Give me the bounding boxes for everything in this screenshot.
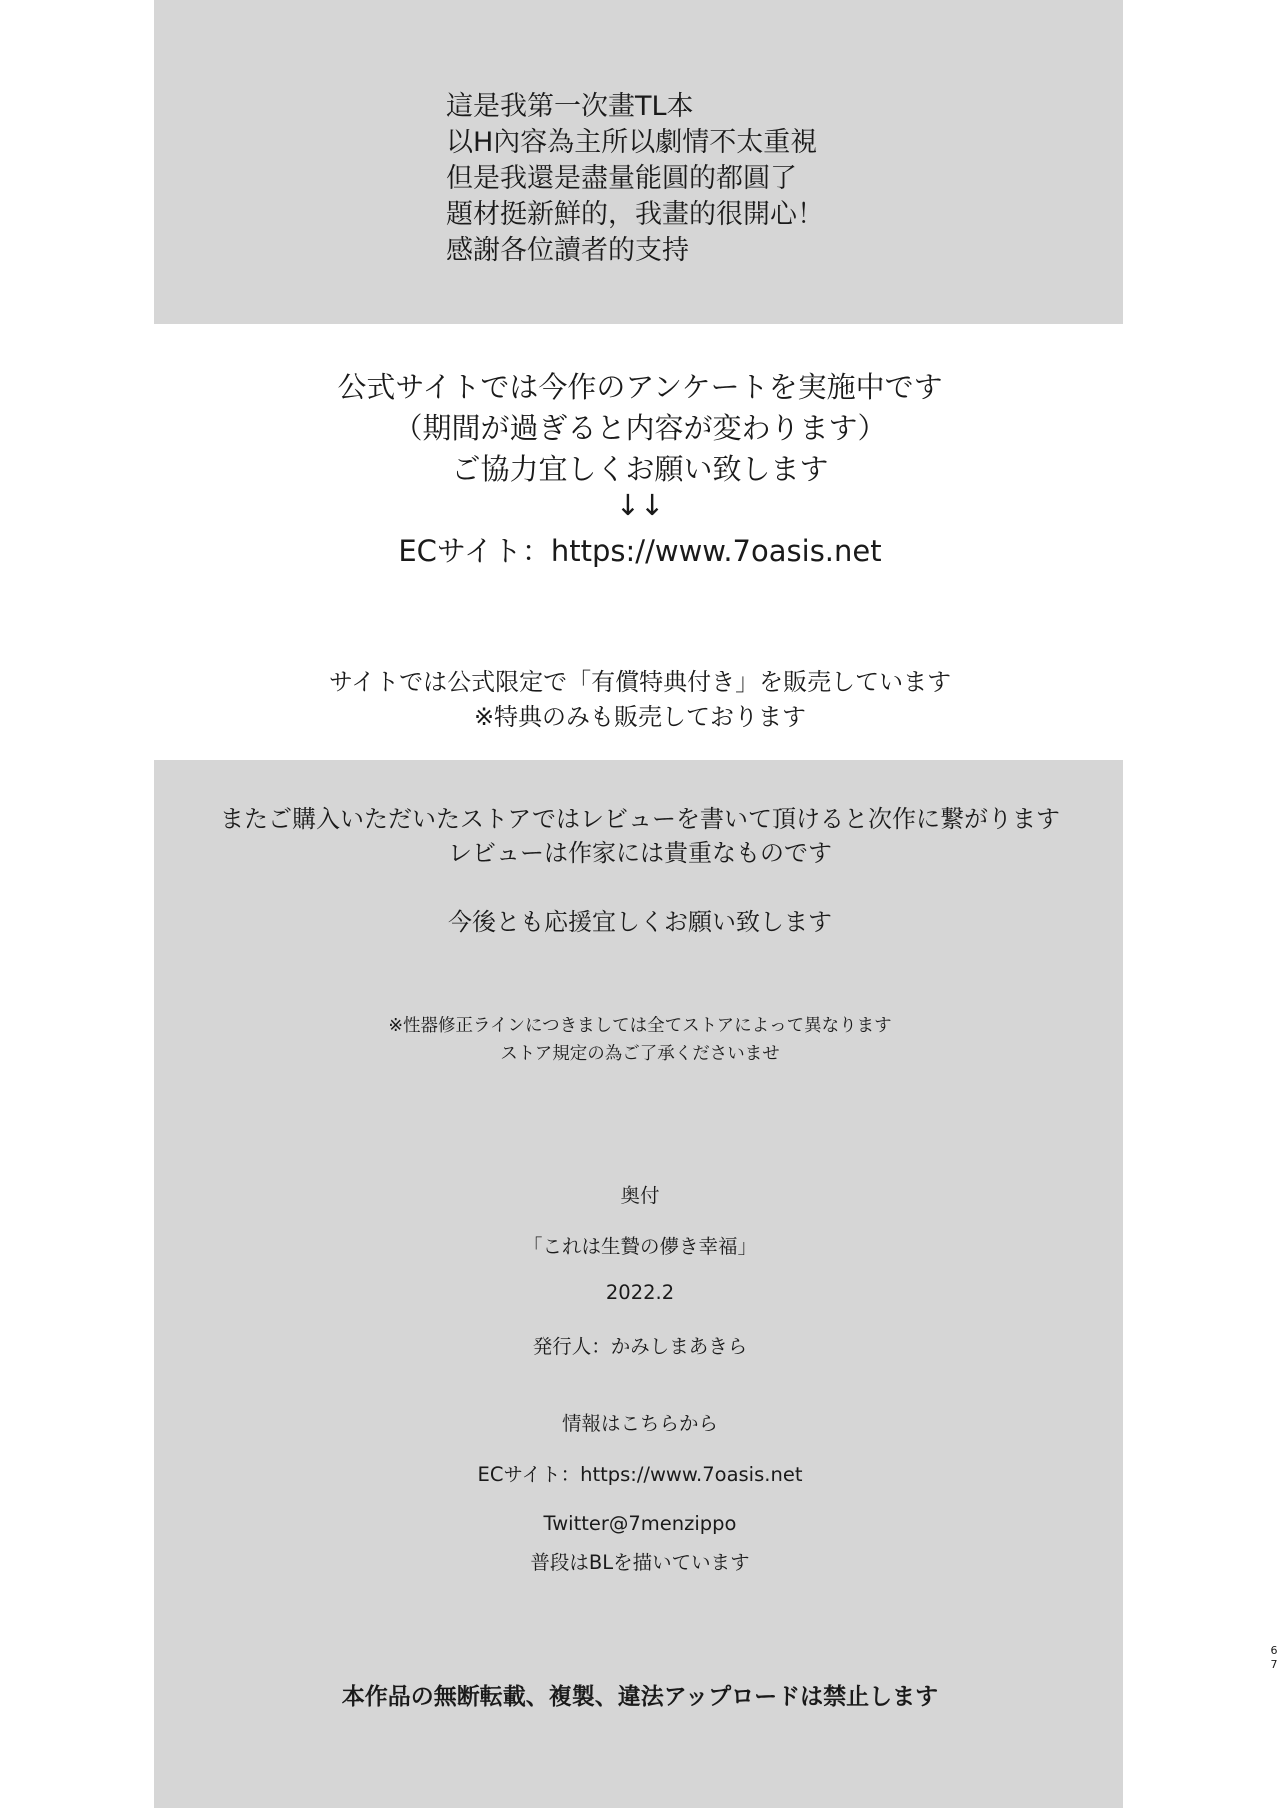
- shop-line-1: サイトでは公式限定で「有償特典付き」を販売しています: [328, 668, 952, 696]
- page-number-digit-1: 6: [1270, 1644, 1278, 1657]
- colophon-ec-site: ECサイト：https://www.7oasis.net: [477, 1463, 803, 1486]
- intro-line-5: 感謝各位讀者的支持: [446, 235, 689, 266]
- colophon-twitter: Twitter@7menzippo: [543, 1512, 737, 1535]
- page-number-digit-2: 7: [1270, 1658, 1278, 1671]
- colophon-info-heading: 情報はこちらから: [561, 1412, 718, 1435]
- colophon-publisher: 発行人：かみしまあきら: [532, 1335, 748, 1358]
- colophon-heading: 奥付: [620, 1184, 660, 1207]
- note-line-1: ※性器修正ラインにつきましては全てストアによって異なります: [388, 1016, 892, 1036]
- survey-line-2: （期間が過ぎると内容が変わります）: [393, 411, 887, 445]
- note-line-2: ストア規定の為ご了承くださいませ: [500, 1044, 780, 1064]
- colophon-title: 「これは生贄の儚き幸福」: [522, 1235, 757, 1258]
- intro-line-4: 題材挺新鮮的，我畫的很開心！: [446, 199, 824, 230]
- shop-line-2: ※特典のみも販売しております: [473, 703, 807, 731]
- colophon-date: 2022.2: [605, 1281, 675, 1304]
- colophon-bl-note: 普段はBLを描いています: [530, 1551, 750, 1574]
- copyright-warning: 本作品の無断転載、複製、違法アップロードは禁止します: [341, 1684, 939, 1710]
- intro-line-3: 但是我還是盡量能圓的都圓了: [446, 163, 797, 194]
- survey-line-1: 公式サイトでは今作のアンケートを実施中です: [337, 370, 943, 404]
- intro-line-1: 這是我第一次畫TL本: [446, 91, 694, 122]
- review-line-2: レビューは作家には貴重なものです: [448, 839, 832, 867]
- down-arrows: ↓↓: [615, 488, 665, 522]
- intro-line-2: 以H內容為主所以劇情不太重視: [446, 127, 818, 158]
- page-number: [1270, 1644, 1278, 1672]
- survey-line-3: ご協力宜しくお願い致します: [451, 452, 829, 486]
- review-line-1: またご購入いただいたストアではレビューを書いて頂けると次作に繋がります: [220, 805, 1060, 833]
- review-line-3: 今後とも応援宜しくお願い致します: [448, 908, 832, 936]
- survey-ec-site: ECサイト：https://www.7oasis.net: [398, 534, 882, 568]
